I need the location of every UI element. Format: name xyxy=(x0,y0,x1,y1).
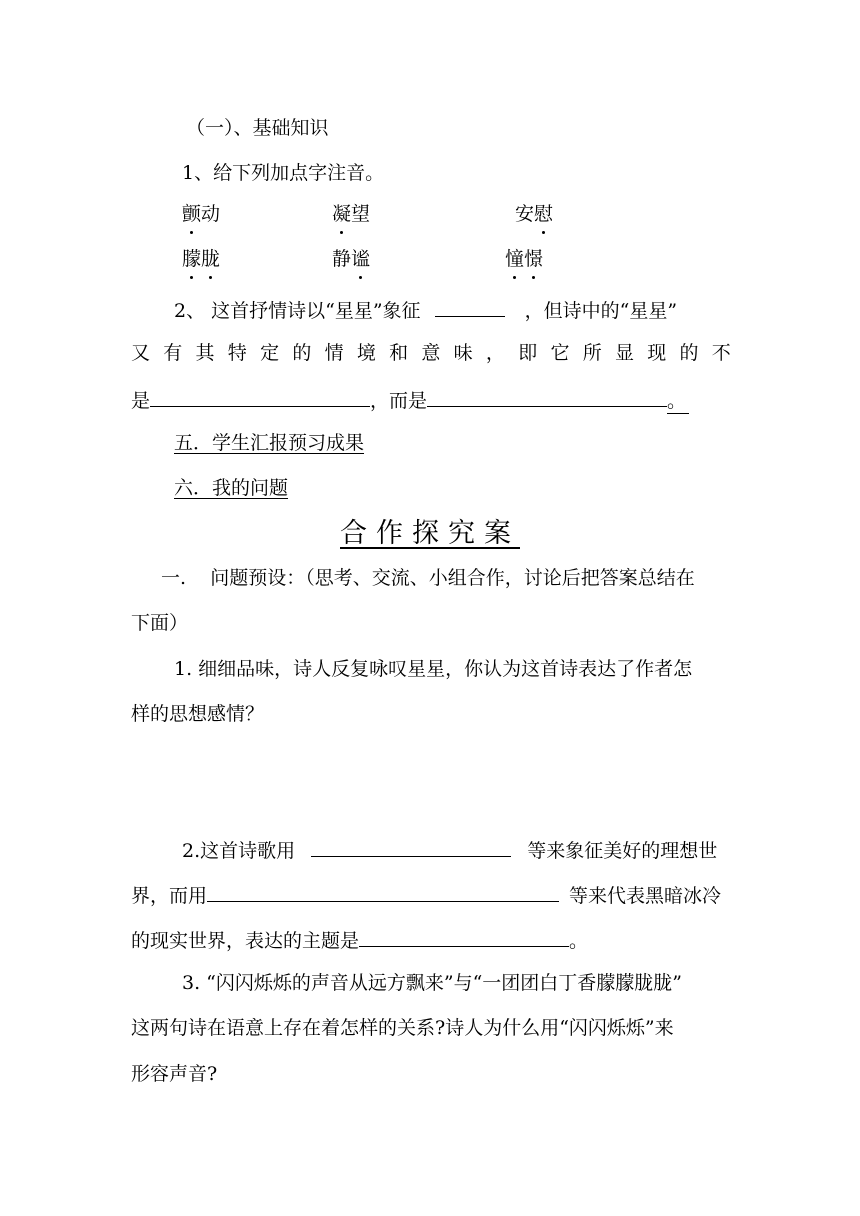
section-heading-basics: （一）、基础知识 xyxy=(186,117,329,139)
word-item: 憧憬 xyxy=(505,248,544,270)
word-item: 颤动 xyxy=(182,203,221,225)
coop-question-2-line-1: 2.这首诗歌用 等来象征美好的理想世 xyxy=(182,836,717,863)
intro-line-1: 一. 问题预设：（思考、交流、小组合作，讨论后把答案总结在 xyxy=(161,567,695,589)
answer-blank[interactable] xyxy=(207,881,559,902)
question-2-line-1: 2、 这首抒情诗以“星星”象征 ，但诗中的“星星” xyxy=(174,296,677,323)
coop-question-1-line-2: 样的思想感情？ xyxy=(131,703,265,725)
coop-question-3-line-3: 形容声音? xyxy=(131,1063,218,1085)
intro-line-2: 下面） xyxy=(131,612,189,634)
coop-question-2-line-3: 的现实世界，表达的主题是 。 xyxy=(131,926,588,953)
answer-blank[interactable] xyxy=(150,386,370,407)
question-1-label: 1、给下列加点字注音。 xyxy=(182,162,385,184)
coop-question-3-line-1: 3. “闪闪烁烁的声音从远方飘来”与“一团团白丁香朦朦胧胧” xyxy=(182,972,683,994)
coop-question-3-line-2: 这两句诗在语意上存在着怎样的关系?诗人为什么用“闪闪烁烁”来 xyxy=(131,1017,674,1039)
page-title: 合作探究案 xyxy=(340,518,520,549)
question-2-line-3: 是 ，而是 。 xyxy=(131,386,689,414)
answer-blank[interactable] xyxy=(427,386,667,407)
answer-blank[interactable] xyxy=(435,296,505,317)
coop-question-1-line-1: 1. 细细品味，诗人反复咏叹星星，你认为这首诗表达了作者怎 xyxy=(174,658,693,680)
answer-blank[interactable] xyxy=(311,836,511,857)
section-heading-questions: 六．我的问题 xyxy=(174,477,289,499)
word-item: 凝望 xyxy=(332,203,371,225)
question-2-line-2: 又 有 其 特 定 的 情 境 和 意 味 ， 即 它 所 显 现 的 不 xyxy=(131,342,731,364)
coop-question-2-line-2: 界，而用 等来代表黑暗冰冷 xyxy=(131,881,721,908)
word-item: 安慰 xyxy=(515,203,554,225)
word-item: 朦胧 xyxy=(182,248,221,270)
section-heading-report: 五．学生汇报预习成果 xyxy=(174,432,365,454)
word-item: 静谧 xyxy=(332,248,371,270)
answer-blank[interactable] xyxy=(359,926,569,947)
